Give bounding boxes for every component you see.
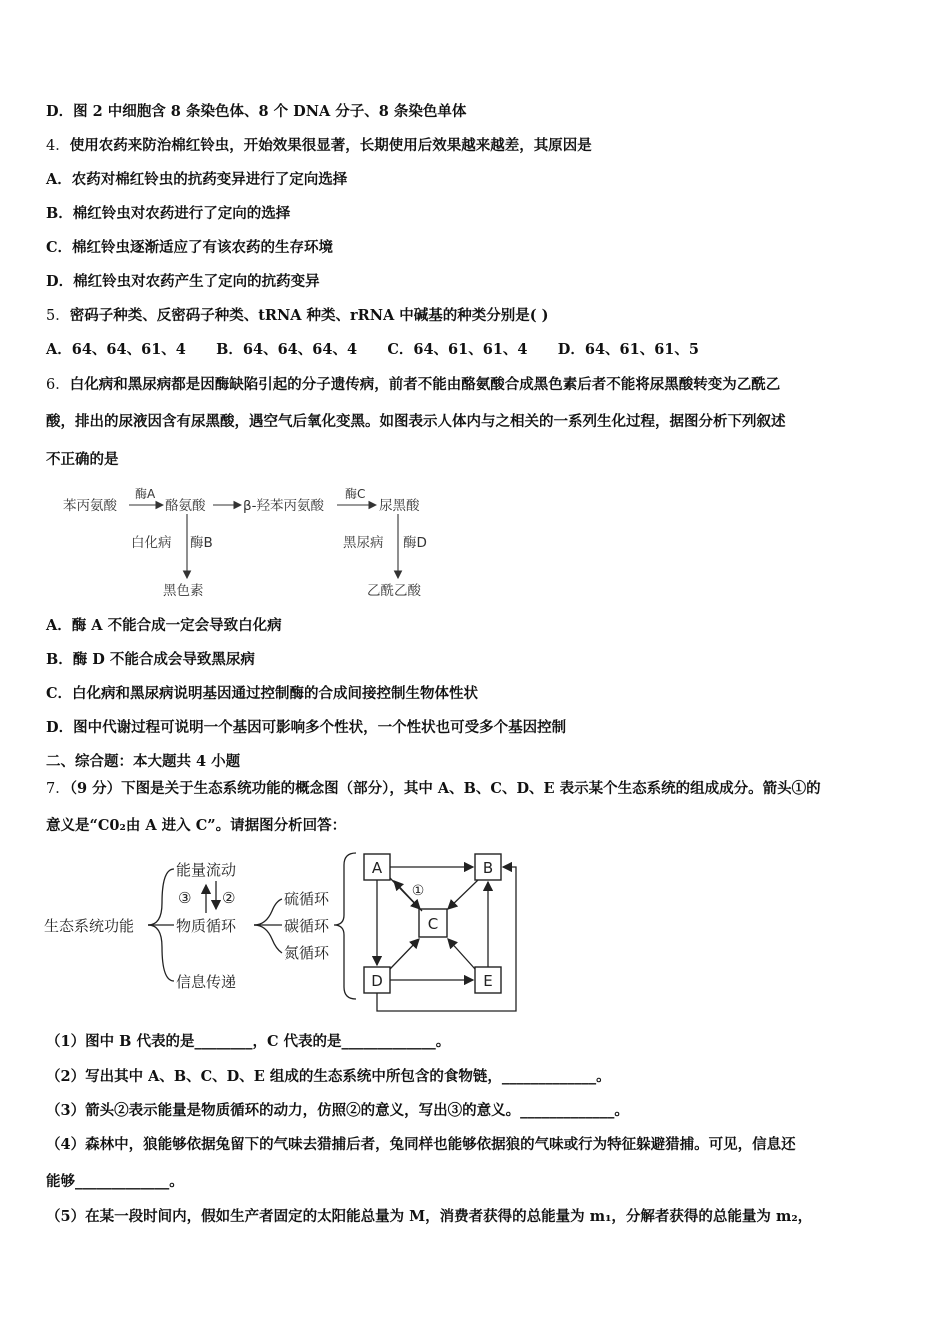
label-a: A bbox=[371, 859, 383, 877]
root-ecosystem-function: 生态系统功能 bbox=[44, 917, 135, 935]
q3-option-d: D．图 2 中细胞含 8 条染色体、8 个 DNA 分子、8 条染色单体 bbox=[46, 103, 467, 120]
q6-option-a: A．酶 A 不能合成一定会导致白化病 bbox=[46, 617, 282, 634]
q4-stem-text: 使用农药来防治棉红铃虫，开始效果很显著，长期使用后效果越来越差，其原因是 bbox=[69, 137, 592, 154]
brace-lower bbox=[148, 925, 174, 981]
node-acetoacetate: 乙酰乙酸 bbox=[367, 583, 421, 599]
node-phenylalanine: 苯丙氨酸 bbox=[63, 498, 117, 514]
q7-ecosystem-diagram bbox=[44, 845, 534, 1015]
q6-stem1-text: 白化病和黑尿病都是因酶缺陷引起的分子遗传病，前者不能由酪氨酸合成黑色素后者不能将尿黑酸转变为乙酰乙 bbox=[69, 376, 781, 393]
q7-part-3: （3）箭头②表示能量是物质循环的动力，仿照②的意义，写出③的意义。_____________。 bbox=[46, 1102, 629, 1119]
q6-stem-line2: 酸，排出的尿液因含有尿黑酸，遇空气后氧化变黑。如图表示人体内与之相关的一系列生化过程，据图分析下列叙述 bbox=[46, 413, 786, 430]
disease-albinism: 白化病 bbox=[131, 535, 172, 551]
matter-cycle: 物质循环 bbox=[176, 917, 237, 935]
arrow-e-to-c bbox=[448, 939, 475, 969]
q5-options: A．64、64、61、4 B．64、64、64、4 C．64、61、61、4 D．64、61、61、5 bbox=[46, 341, 699, 358]
q7-part-4-line1: （4）森林中，狼能够依据兔留下的气味去猎捕后者，兔同样也能够依据狼的气味或行为特征躲避猎捕。可见，信息还 bbox=[46, 1136, 796, 1153]
enzyme-a-label: 酶A bbox=[135, 487, 156, 501]
q4-option-c: C．棉红铃虫逐渐适应了有该农药的生存环境 bbox=[46, 239, 334, 256]
energy-flow: 能量流动 bbox=[176, 861, 237, 879]
q7-number: 7． bbox=[46, 781, 70, 797]
q5-stem-text: 密码子种类、反密码子种类、tRNA 种类、rRNA 中碱基的种类分别是( ) bbox=[69, 307, 549, 324]
arrow-2-marker: ② bbox=[222, 889, 236, 907]
label-b: B bbox=[482, 859, 494, 877]
q5-stem bbox=[46, 306, 549, 326]
node-homogentisic-acid: 尿黑酸 bbox=[379, 498, 420, 514]
q4-stem bbox=[46, 136, 592, 156]
q6-pathway-diagram bbox=[55, 482, 445, 602]
q6-number: 6． bbox=[46, 377, 70, 393]
arrow-1-marker: ① bbox=[411, 883, 425, 899]
arrow-d-to-c bbox=[390, 939, 419, 969]
node-melanin: 黑色素 bbox=[163, 583, 204, 599]
carbon-cycle: 碳循环 bbox=[284, 917, 330, 935]
label-c: C bbox=[427, 915, 439, 933]
q4-option-d: D．棉红铃虫对农药产生了定向的抗药变异 bbox=[46, 273, 320, 290]
disease-alkaptonuria: 黑尿病 bbox=[343, 535, 384, 551]
q6-stem-line3: 不正确的是 bbox=[46, 451, 119, 468]
node-hydroxyphenylalanine: β-羟苯丙氨酸 bbox=[243, 498, 324, 514]
sulfur-cycle: 硫循环 bbox=[284, 890, 330, 908]
label-d: D bbox=[371, 972, 383, 990]
q4-option-a: A．农药对棉红铃虫的抗药变异进行了定向选择 bbox=[46, 171, 348, 188]
q6-stem-line1 bbox=[46, 375, 780, 395]
q7-part-5: （5）在某一段时间内，假如生产者固定的太阳能总量为 M，消费者获得的总能量为 m₁，分解者获得的总能量为 m₂， bbox=[46, 1208, 813, 1225]
q4-number: 4． bbox=[46, 138, 70, 154]
enzyme-d-label: 酶D bbox=[403, 535, 427, 551]
brace-nitrogen bbox=[254, 925, 282, 953]
enzyme-b-label: 酶B bbox=[190, 535, 213, 551]
arrow-3-marker: ③ bbox=[178, 889, 192, 907]
enzyme-c-label: 酶C bbox=[345, 487, 366, 501]
q6-option-b: B．酶 D 不能合成会导致黑尿病 bbox=[46, 651, 255, 668]
nitrogen-cycle: 氮循环 bbox=[284, 944, 330, 962]
q5-number: 5． bbox=[46, 308, 70, 324]
q7-part-1: （1）图中 B 代表的是________，C 代表的是_____________。 bbox=[46, 1033, 451, 1050]
brace-upper bbox=[148, 869, 174, 925]
q7-stem-line1 bbox=[46, 779, 821, 799]
q6-option-d: D．图中代谢过程可说明一个基因可影响多个性状，一个性状也可受多个基因控制 bbox=[46, 719, 567, 736]
label-e: E bbox=[483, 972, 493, 990]
big-brace bbox=[334, 853, 356, 999]
information-transfer: 信息传递 bbox=[176, 973, 237, 991]
q4-option-b: B．棉红铃虫对农药进行了定向的选择 bbox=[46, 205, 291, 222]
brace-sulfur bbox=[254, 899, 282, 925]
arrow-b-to-c bbox=[448, 880, 478, 909]
q7-stem1-text: （9 分）下图是关于生态系统功能的概念图（部分），其中 A、B、C、D、E 表示某个生态系统的组成成分。箭头①的 bbox=[69, 780, 821, 797]
q7-part-4-line2: 能够_____________。 bbox=[46, 1173, 184, 1190]
q7-stem-line2: 意义是“C0₂由 A 进入 C”。请据图分析回答： bbox=[46, 817, 347, 834]
q7-part-2: （2）写出其中 A、B、C、D、E 组成的生态系统中所包含的食物链，_____________。 bbox=[46, 1068, 611, 1085]
section-2-heading: 二、综合题：本大题共 4 小题 bbox=[46, 753, 241, 770]
node-tyrosine: 酪氨酸 bbox=[165, 498, 206, 514]
q6-option-c: C．白化病和黑尿病说明基因通过控制酶的合成间接控制生物体性状 bbox=[46, 685, 479, 702]
